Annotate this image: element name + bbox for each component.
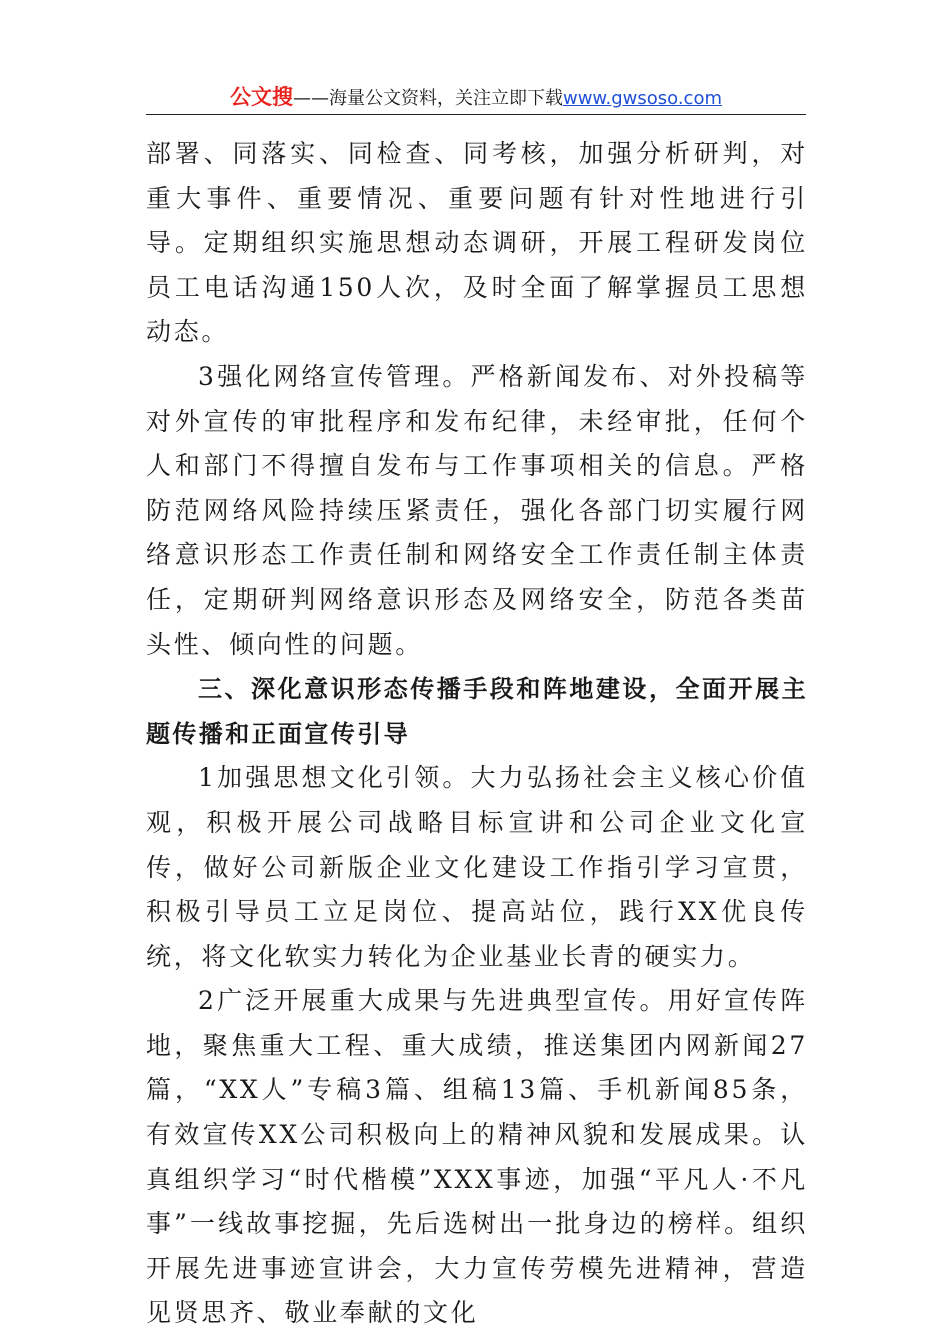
page-header	[146, 80, 806, 114]
header-tagline: ——海量公文资料，关注立即下载	[292, 88, 563, 109]
brand-logo-text: 公文搜	[229, 85, 293, 109]
website-link[interactable]: www.gwsoso.com	[562, 88, 722, 109]
paragraph-achievement-publicity: 2广泛开展重大成果与先进典型宣传。用好宣传阵地，聚焦重大工程、重大成绩，推送集团内网新闻27篇，“XX人”专稿3篇、组稿13篇、手机新闻85条，有效宣传XX公司积极向上的精神风貌和发展成果。认真组织学习“时代楷模”XXX事迹，加强“平凡人·不凡事”一线故事挖掘，先后选树出一批身边的榜样。组织开展先进事迹宣讲会，大力宣传劳模先进精神，营造见贤思齐、敬业奉献的文化	[146, 986, 808, 1328]
header-divider	[146, 114, 806, 115]
paragraph-continuation: 部署、同落实、同检查、同考核，加强分析研判，对重大事件、重要情况、重要问题有针对性地进行引导。定期组织实施思想动态调研，开展工程研发岗位员工电话沟通150人次，及时全面了解掌握员工思想动态。	[146, 139, 808, 347]
document-body	[146, 132, 808, 1336]
section-heading-three: 三、深化意识形态传播手段和阵地建设，全面开展主题传播和正面宣传引导	[146, 675, 808, 748]
paragraph-network-publicity: 3强化网络宣传管理。严格新闻发布、对外投稿等对外宣传的审批程序和发布纪律，未经审批，任何个人和部门不得擅自发布与工作事项相关的信息。严格防范网络风险持续压紧责任，强化各部门切实履行网络意识形态工作责任制和网络安全工作责任制主体责任，定期研判网络意识形态及网络安全，防范各类苗头性、倾向性的问题。	[146, 361, 808, 659]
paragraph-culture-guidance: 1加强思想文化引领。大力弘扬社会主义核心价值观，积极开展公司战略目标宣讲和公司企业文化宣传，做好公司新版企业文化建设工作指引学习宣贯，积极引导员工立足岗位、提高站位，践行XX优良传统，将文化软实力转化为企业基业长青的硬实力。	[146, 763, 808, 971]
